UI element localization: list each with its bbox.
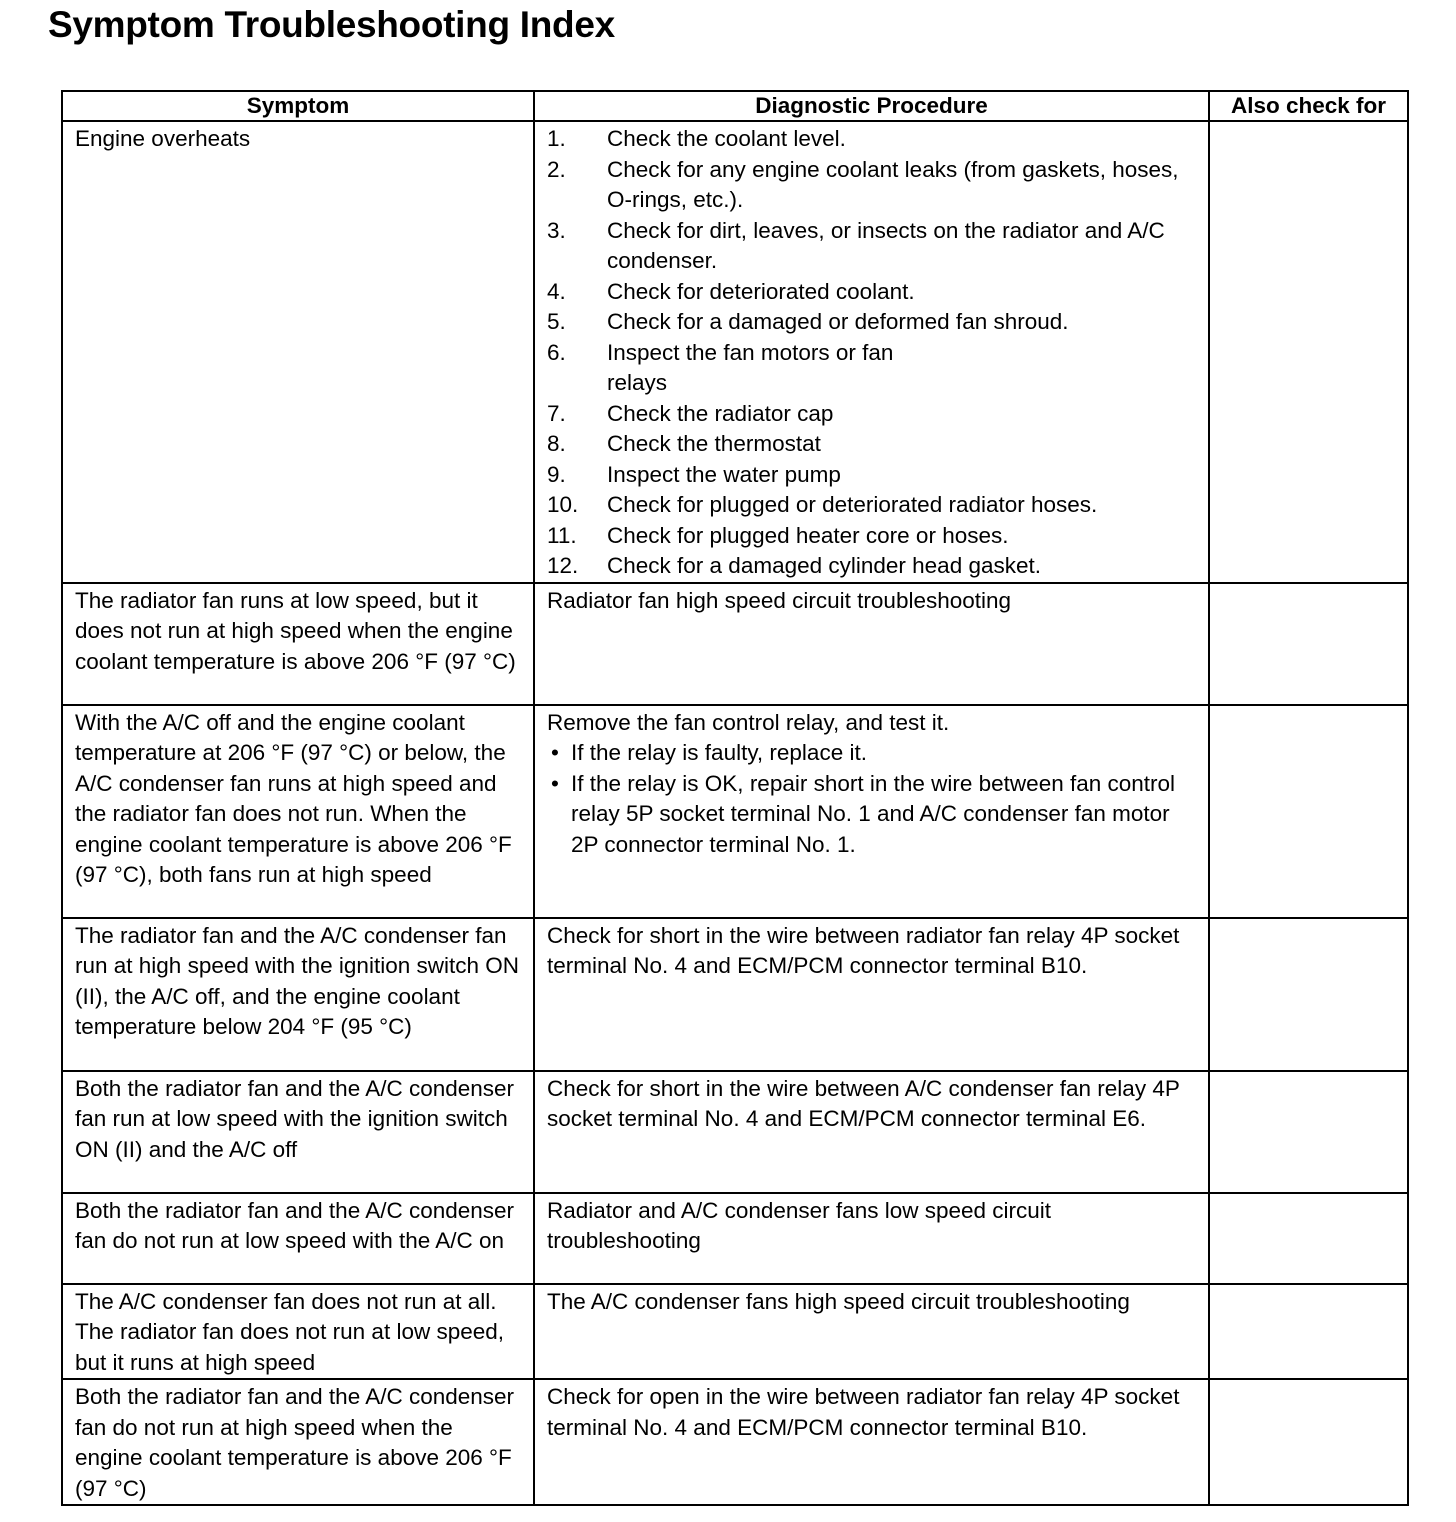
step-text: Check for dirt, leaves, or insects on the radiator and A/C condenser. [607, 217, 1165, 273]
step-text: Check for plugged heater core or hoses. [607, 522, 1009, 548]
procedure-cell: Check for short in the wire between radiator fan relay 4P socket terminal No. 4 and ECM/PCM connector terminal B10. [534, 918, 1209, 1071]
procedure-step [535, 460, 1198, 491]
step-text: Check the thermostat [607, 431, 821, 456]
step-text: Check for a damaged or deformed fan shroud. [607, 309, 1069, 334]
procedure-step [535, 490, 1198, 521]
table-row [62, 1071, 1408, 1193]
table-header-row [62, 91, 1408, 121]
symptom-cell: The radiator fan runs at low speed, but it does not run at high speed when the engine coolant temperature is above 206 °F (97 °C) [62, 583, 534, 705]
also-check-cell [1209, 705, 1408, 918]
step-number: 9. [547, 461, 566, 487]
symptom-cell: Both the radiator fan and the A/C condenser fan do not run at high speed when the engine coolant temperature is above 206 °F (97 °C) [62, 1379, 534, 1505]
step-number: 11. [547, 522, 577, 548]
page-title: Symptom Troubleshooting Index [48, 4, 615, 45]
header-symptom: Symptom [62, 91, 534, 121]
procedure-step [535, 124, 1198, 155]
procedure-step [535, 216, 1198, 277]
procedure-cell: Check for short in the wire between A/C condenser fan relay 4P socket terminal No. 4 and ECM/PCM connector terminal E6. [534, 1071, 1209, 1193]
symptom-cell: With the A/C off and the engine coolant temperature at 206 °F (97 °C) or below, the A/C condenser fan runs at high speed and the radiator fan does not run. When the engine coolant temperature is above 206 °F (97 °C), both fans run at high speed [62, 705, 534, 918]
step-text: Check for any engine coolant leaks (from gaskets, hoses, O-rings, etc.). [607, 156, 1179, 212]
step-number: 6. [547, 339, 566, 365]
procedure-bullet [547, 769, 1198, 861]
also-check-cell [1209, 918, 1408, 1071]
bullet-dot: • [551, 770, 559, 796]
procedure-cell: Radiator fan high speed circuit troubleshooting [534, 583, 1209, 705]
also-check-cell [1209, 1379, 1408, 1505]
step-number: 3. [547, 217, 566, 243]
procedure-step [535, 399, 1198, 430]
procedure-step [535, 429, 1198, 460]
table-row [62, 705, 1408, 918]
procedure-cell: Check for open in the wire between radiator fan relay 4P socket terminal No. 4 and ECM/PCM connector terminal B10. [534, 1379, 1209, 1505]
step-number: 4. [547, 278, 566, 304]
step-number: 2. [547, 156, 566, 182]
header-diagnostic-procedure: Diagnostic Procedure [534, 91, 1209, 121]
procedure-step [535, 521, 1198, 552]
procedure-bullet [547, 738, 1198, 769]
procedure-step [535, 307, 1198, 338]
procedure-step [535, 551, 1198, 582]
step-text: Check the coolant level. [607, 126, 846, 151]
also-check-cell [1209, 1071, 1408, 1193]
procedure-cell: Radiator and A/C condenser fans low speed circuit troubleshooting [534, 1193, 1209, 1284]
table-row [62, 1379, 1408, 1505]
step-number: 8. [547, 431, 566, 456]
table-row [62, 918, 1408, 1071]
procedure-cell: The A/C condenser fans high speed circuit troubleshooting [534, 1284, 1209, 1380]
header-also-check-for: Also check for [1209, 91, 1408, 121]
symptom-cell: Both the radiator fan and the A/C condenser fan run at low speed with the ignition switch ON (II) and the A/C off [62, 1071, 534, 1193]
step-text: Check the radiator cap [607, 400, 834, 426]
procedure-cell [534, 705, 1209, 918]
symptom-cell: Both the radiator fan and the A/C condenser fan do not run at low speed with the A/C on [62, 1193, 534, 1284]
table-row [62, 121, 1408, 583]
step-text: Check for plugged or deteriorated radiator hoses. [607, 492, 1098, 517]
table-row [62, 583, 1408, 705]
also-check-cell [1209, 1284, 1408, 1380]
symptom-cell: Engine overheats [62, 121, 534, 583]
step-text: Check for deteriorated coolant. [607, 278, 915, 304]
step-number: 10. [547, 492, 579, 517]
table-row [62, 1193, 1408, 1284]
bullet-text: If the relay is faulty, replace it. [571, 740, 867, 765]
procedure-bullets [547, 738, 1198, 860]
bullet-text: If the relay is OK, repair short in the wire between fan control relay 5P socket terminal No. 1 and A/C condenser fan motor 2P connector terminal No. 1. [571, 770, 1176, 857]
procedure-cell [534, 121, 1209, 583]
procedure-intro: Remove the fan control relay, and test it. [547, 709, 950, 735]
procedure-steps [535, 124, 1198, 582]
step-number: 5. [547, 309, 566, 334]
step-number: 12. [547, 553, 579, 578]
symptom-cell: The radiator fan and the A/C condenser fan run at high speed with the ignition switch ON (II), the A/C off, and the engine coolant temperature below 204 °F (95 °C) [62, 918, 534, 1071]
also-check-cell [1209, 583, 1408, 705]
troubleshooting-table [61, 90, 1409, 1506]
symptom-cell: The A/C condenser fan does not run at all. The radiator fan does not run at low speed, but it runs at high speed [62, 1284, 534, 1380]
bullet-dot: • [551, 740, 559, 765]
step-text: Inspect the water pump [607, 461, 841, 487]
procedure-step [535, 277, 1198, 308]
step-text: Check for a damaged cylinder head gasket. [607, 553, 1042, 578]
procedure-step [535, 338, 1198, 399]
step-number: 7. [547, 400, 566, 426]
step-text: Inspect the fan motors or fan relays [607, 339, 894, 395]
step-number: 1. [547, 126, 566, 151]
also-check-cell [1209, 121, 1408, 583]
table-row [62, 1284, 1408, 1380]
procedure-step [535, 155, 1198, 216]
also-check-cell [1209, 1193, 1408, 1284]
